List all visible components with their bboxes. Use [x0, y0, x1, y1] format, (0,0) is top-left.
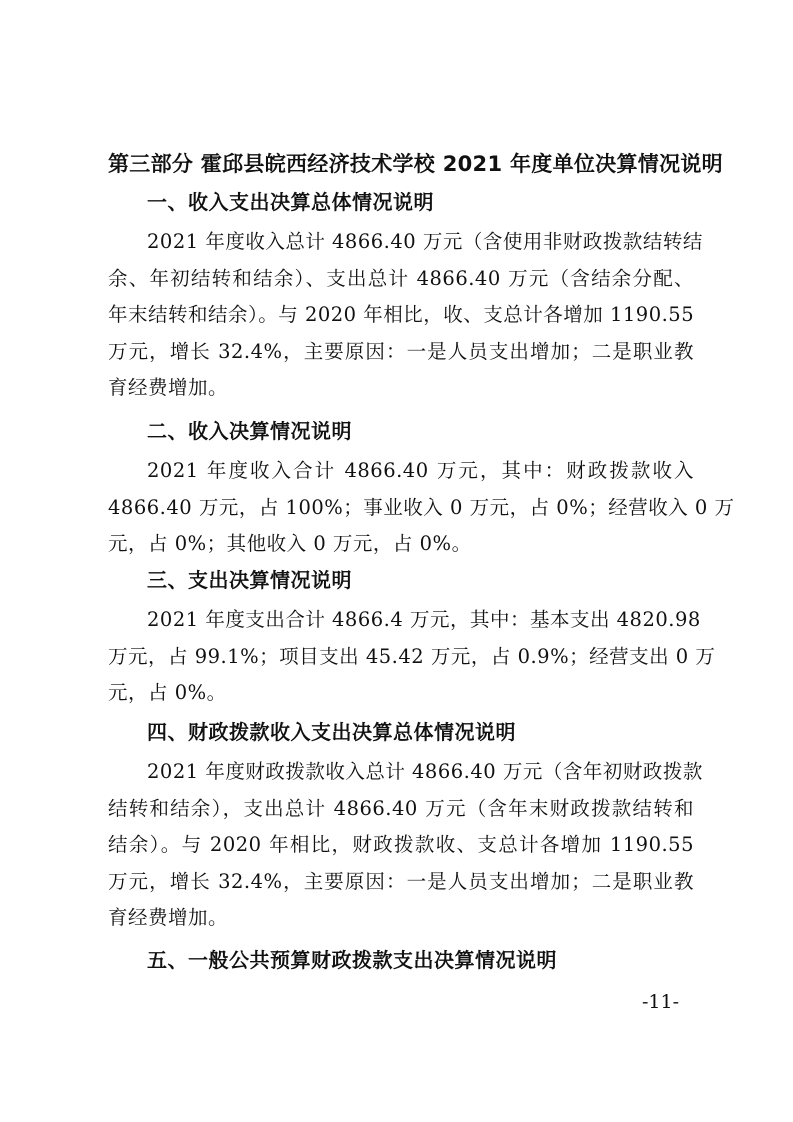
paragraph-line: 4866.40 万元，占 100%；事业收入 0 万元，占 0%；经营收入 0 万	[108, 495, 735, 519]
paragraph-line: 育经费增加。	[108, 906, 229, 929]
section-heading-5: 五、一般公共预算财政拨款支出决算情况说明	[147, 948, 557, 972]
section-heading-1: 一、收入支出决算总体情况说明	[147, 190, 434, 214]
paragraph-line: 结转和结余），支出总计 4866.40 万元（含年末财政拨款结转和	[108, 796, 694, 820]
section-paragraph-4	[108, 754, 703, 937]
paragraph-line: 元，占 0%；其他收入 0 万元，占 0%。	[108, 532, 472, 555]
section-paragraph-1	[108, 224, 703, 407]
section-heading-4: 四、财政拨款收入支出决算总体情况说明	[147, 720, 516, 744]
paragraph-line: 万元，增长 32.4%，主要原因：一是人员支出增加；二是职业教	[108, 869, 694, 893]
section-heading-3: 三、支出决算情况说明	[147, 568, 352, 592]
page-number: -11-	[642, 991, 680, 1013]
paragraph-line: 余、年初结转和结余）、支出总计 4866.40 万元（含结余分配、	[108, 266, 694, 290]
paragraph-line: 元，占 0%。	[108, 681, 227, 704]
paragraph-line: 2021 年度财政拨款收入总计 4866.40 万元（含年初财政拨款	[147, 760, 703, 783]
paragraph-line: 万元，占 99.1%；项目支出 45.42 万元，占 0.9%；经营支出 0 万	[108, 644, 716, 668]
section-heading-2: 二、收入决算情况说明	[147, 419, 352, 443]
paragraph-line: 育经费增加。	[108, 376, 229, 399]
paragraph-line: 2021 年度支出合计 4866.4 万元，其中：基本支出 4820.98	[147, 608, 701, 631]
paragraph-line: 2021 年度收入总计 4866.40 万元（含使用非财政拨款结转结	[147, 230, 703, 253]
section-paragraph-3	[108, 602, 716, 712]
part-title: 第三部分 霍邱县皖西经济技术学校 2021 年度单位决算情况说明	[108, 152, 723, 176]
paragraph-line: 2021 年度收入合计 4866.40 万元，其中：财政拨款收入	[147, 459, 694, 482]
paragraph-line: 年末结转和结余）。与 2020 年相比，收、支总计各增加 1190.55	[108, 303, 695, 326]
section-paragraph-2	[108, 453, 735, 563]
paragraph-line: 万元，增长 32.4%，主要原因：一是人员支出增加；二是职业教	[108, 339, 694, 363]
paragraph-line: 结余）。与 2020 年相比，财政拨款收、支总计各增加 1190.55	[108, 833, 694, 856]
